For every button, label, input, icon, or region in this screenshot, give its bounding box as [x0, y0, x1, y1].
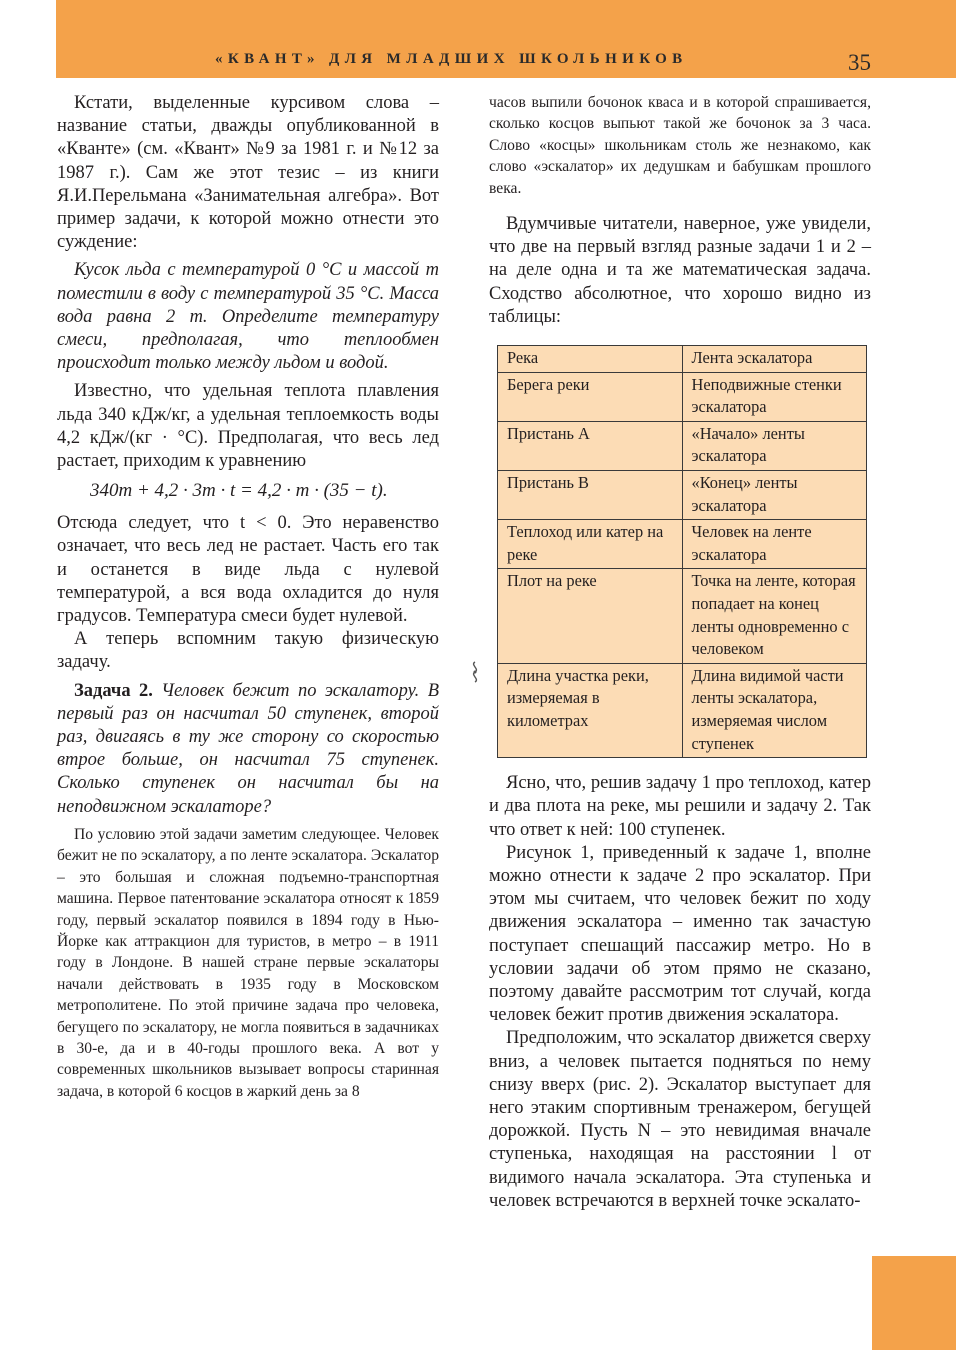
paragraph-transition: А теперь вспомним такую физическую задачу.: [57, 629, 439, 673]
comparison-table: [497, 345, 867, 758]
table-cell-river: Плот на реке: [498, 569, 683, 663]
table-row: [498, 421, 867, 470]
table-row: [498, 471, 867, 520]
equation: 340m + 4,2 · 3m · t = 4,2 · m · (35 − t).: [90, 480, 388, 502]
escalator-history-note: По условию этой задачи заметим следующее. Человек бежит не по эскалатору, а по ленте эскалатора. Эскалатор – это большая и сложная подъемно-транспортная машина. Первое патентование эскалатора относят к 1859 году, первый эскалатор появился в 1894 году в Нью-Йорке как аттракцион для туристов, в метро – в 1911 году в Лондоне. В нашей стране первые эскалаторы начали действовать в 1935 году в Московском метрополитене. По этой причине задача про человека, бегущего по эскалатору, не могла появиться в задачниках в 30-е, да и в 40-годы прошлого века. А вот у современных школьников вызывает вопросы старинная задача, в которой 6 косцов в жаркий день за 8: [57, 825, 439, 1100]
paragraph-suppose: Предположим, что эскалатор движется сверху вниз, а человек пытается подняться по нему снизу вверх (рис. 2). Эскалатор выступает для него этаким спортивным тренажером, бегущей дорожкой. Пусть N – это невидимая вначале ступенька, находящая на расстоянии l от видимого начала эскалатора. Эта ступенька и человек встречаются в верхней точке эскалато-: [489, 1028, 871, 1211]
task-2-text: Человек бежит по эскалатору. В первый раз он насчитал 50 ступенек, второй раз, двигаясь в ту же сторону со скоростью втрое больше, он насчитал 75 ступенек. Сколько ступенек он насчитал бы на неподвижном эскалаторе?: [57, 680, 439, 817]
ornament-icon: [467, 660, 483, 684]
corner-block: [872, 1256, 956, 1350]
table-cell-escalator: «Начало» ленты эскалатора: [682, 421, 867, 470]
page-number: 35: [848, 50, 871, 75]
paragraph-answer: Ясно, что, решив задачу 1 про теплоход, катер и два плота на реке, мы решили и задачу 2. Так что ответ к ней: 100 ступенек.: [489, 773, 871, 840]
table-cell-river: Длина участка реки, измеряемая в километрах: [498, 663, 683, 757]
table-cell-escalator: Человек на ленте эскалатора: [682, 520, 867, 569]
table-cell-escalator: Неподвижные стенки эскалатора: [682, 372, 867, 421]
table-cell-river: Пристань A: [498, 421, 683, 470]
running-head: «КВАНТ» ДЛЯ МЛАДШИХ ШКОЛЬНИКОВ: [215, 51, 688, 67]
paragraph-figure: Рисунок 1, приведенный к задаче 1, вполне можно отнести к задаче 2 про эскалатор. При этом мы считаем, что человек бежит по ходу движения эскалатора – именно так зачастую поступает спешащий пассажир метро. Но в условии задачи об этом прямо не сказано, поэтому давайте рассмотрим тот случай, когда человек бежит против движения эскалатора.: [489, 842, 871, 1026]
paragraph-intro: Кстати, выделенные курсивом слова – название статьи, дважды опубликованной в «Кванте» (см. «Квант» №9 за 1981 г. и №12 за 1987 г.). Сам же этот тезис – из книги Я.И.Перельмана «Занимательная алгебра». Вот пример задачи, к которой можно отнести это суждение:: [57, 93, 439, 253]
table-cell-escalator: Точка на ленте, которая попадает на конец ленты одновременно с человеком: [682, 569, 867, 663]
paragraph-conclusion: Отсюда следует, что t < 0. Это неравенство означает, что весь лед не растает. Часть его так и останется в виде льда с нулевой температурой, а вся вода охладится до нуля градусов. Температура смеси будет нулевой.: [57, 513, 439, 627]
table-cell-river: Река: [498, 346, 683, 373]
table-row: [498, 346, 867, 373]
task-2-label: Задача 2.: [74, 680, 153, 701]
table-row: [498, 663, 867, 757]
table-cell-escalator: Лента эскалатора: [682, 346, 867, 373]
right-column: [489, 92, 871, 1213]
ice-problem-statement: Кусок льда с температурой 0 °С и массой m поместили в воду с температурой 35 °С. Масса вода равна 2 m. Определите температуру смеси, предполагая, что теплообмен происходит только между льдом и водой.: [57, 260, 439, 374]
task-2: [57, 680, 439, 819]
table-cell-river: Берега реки: [498, 372, 683, 421]
table-cell-river: Теплоход или катер на реке: [498, 520, 683, 569]
table-row: [498, 520, 867, 569]
note-continuation: часов выпили бочонок кваса и в которой спрашивается, сколько косцов выпьют такой же бочонок за 3 часа. Слово «косцы» школьникам столь же незнакомо, как слово «эскалатор» их дедушкам и бабушкам прошлого века.: [489, 94, 871, 197]
table-cell-river: Пристань B: [498, 471, 683, 520]
paragraph-heat: Известно, что удельная теплота плавления льда 340 кДж/кг, а удельная теплоемкость воды 4,2 кДж/(кг · °С). Предполагая, что весь лед растает, приходим к уравнению: [57, 381, 439, 472]
table-cell-escalator: Длина видимой части ленты эскалатора, измеряемая числом ступенек: [682, 663, 867, 757]
table-row: [498, 372, 867, 421]
table-cell-escalator: «Конец» ленты эскалатора: [682, 471, 867, 520]
paragraph-similarity: Вдумчивые читатели, наверное, уже увидели, что две на первый взгляд разные задачи 1 и 2 – на деле одна и та же математическая задача. Сходство абсолютное, что хорошо видно из таблицы:: [489, 214, 871, 327]
table-row: [498, 569, 867, 663]
left-column: [57, 92, 439, 1102]
